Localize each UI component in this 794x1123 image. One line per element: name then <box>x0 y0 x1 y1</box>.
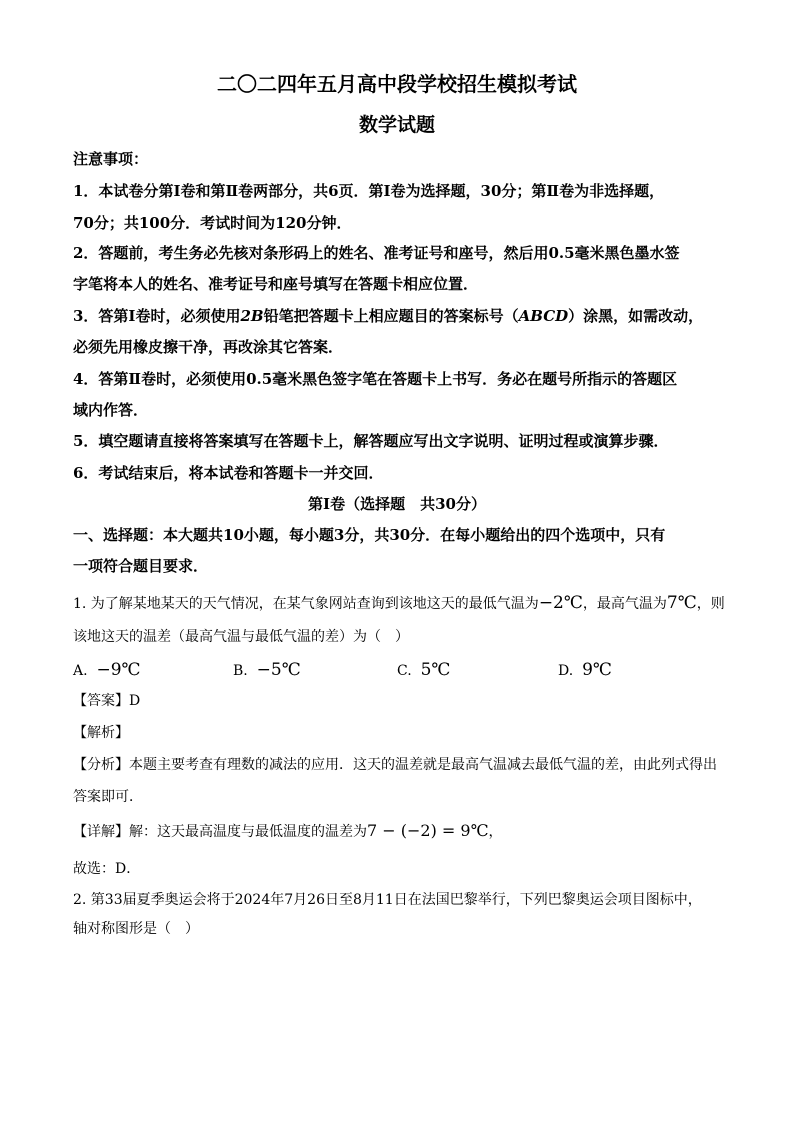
detail-formula: 7 − (−2) = 9℃ <box>367 821 489 840</box>
detail-tag: 【详解】 <box>73 824 129 840</box>
fenxi-tag: 【分析】 <box>73 757 129 773</box>
option-label: B. <box>233 663 248 679</box>
option-label: A. <box>73 663 88 679</box>
notice-item-2-line-2: 字笔将本人的姓名、准考证号和座号填写在答题卡相应位置． <box>73 275 479 293</box>
option-value: −9℃ <box>96 660 141 680</box>
q1-detail <box>73 823 502 839</box>
q1-choose: 故选：D． <box>73 861 141 877</box>
pencil-grade: 2B <box>240 307 264 325</box>
q1-answer <box>73 694 140 708</box>
answer-tag: 【答案】 <box>73 693 129 709</box>
q1-stem-part-a: 1. 为了解某地某天的天气情况，在某气象网站查询到该地这天的最低气温为 <box>73 596 539 612</box>
q1-option-b <box>233 662 301 679</box>
notice-item-1-line-2: 70分；共100分．考试时间为120分钟． <box>73 214 352 232</box>
section-heading: 第Ⅰ卷（选择题 共30分） <box>308 495 486 513</box>
option-value: 5℃ <box>420 660 451 680</box>
q1-stem-line-2: 该地这天的温差（最高气温与最低气温的差）为（ ） <box>73 629 409 645</box>
section-intro-line-1: 一、选择题：本大题共10小题，每小题3分，共30分．在每小题给出的四个选项中，只有 <box>73 526 666 544</box>
option-label: D. <box>558 663 574 679</box>
exam-title: 二〇二四年五月高中段学校招生模拟考试 <box>217 72 577 96</box>
notice-item-3-part-e: ）涂黑，如需改动， <box>568 307 704 325</box>
exam-subtitle: 数学试题 <box>358 114 435 136</box>
notice-item-4-line-2: 域内作答． <box>73 401 149 419</box>
q1-stem-part-c: ，则 <box>696 596 725 612</box>
q1-stem-line-1 <box>73 595 725 612</box>
q1-analysis-tag: 【解析】 <box>73 725 129 741</box>
notice-item-1-line-1: 1．本试卷分第Ⅰ卷和第Ⅱ卷两部分，共6页．第Ⅰ卷为选择题，30分；第Ⅱ卷为非选择题， <box>73 182 665 200</box>
q1-stem-part-b: ，最高气温为 <box>582 596 667 612</box>
answer-value: D <box>129 693 141 709</box>
q1-fenxi-line-1 <box>73 758 717 772</box>
section-intro-line-2: 一项符合题目要求． <box>73 557 209 575</box>
option-value: −5℃ <box>256 660 301 680</box>
q1-high-temp: 7℃ <box>666 593 697 613</box>
q1-option-a <box>73 662 141 679</box>
q1-fenxi-line-2: 答案即可． <box>73 789 143 805</box>
fenxi-text: 本题主要考查有理数的减法的应用．这天的温差就是最高气温减去最低气温的差，由此列式得出 <box>129 757 717 773</box>
notice-item-6: 6．考试结束后，将本试卷和答题卡一并交回． <box>73 464 384 482</box>
detail-end: ， <box>488 824 503 840</box>
q1-option-c <box>397 662 450 679</box>
notice-heading: 注意事项： <box>73 150 149 168</box>
answer-labels: ABCD <box>518 307 569 325</box>
notice-item-5: 5．填空题请直接将答案填写在答题卡上，解答题应写出文字说明、证明过程或演算步骤． <box>73 432 669 450</box>
option-value: 9℃ <box>582 660 612 680</box>
notice-item-3-part-c: 铅笔把答题卡上相应题目的答案标号（ <box>263 307 519 325</box>
detail-text: 解：这天最高温度与最低温度的温差为 <box>129 824 367 840</box>
notice-item-2-line-1: 2．答题前，考生务必先核对条形码上的姓名、准考证号和座号，然后用0.5毫米黑色墨水签 <box>73 244 680 262</box>
q1-low-temp: −2℃ <box>538 593 583 613</box>
notice-item-3-part-a: 3．答第Ⅰ卷时，必须使用 <box>73 307 241 325</box>
q1-option-d <box>558 662 612 679</box>
notice-item-3-line-2: 必须先用橡皮擦干净，再改涂其它答案． <box>73 338 344 356</box>
q2-stem-line-1: 2. 第33届夏季奥运会将于2024年7月26日至8月11日在法国巴黎举行，下列巴黎奥运会项目图标中， <box>73 892 702 908</box>
notice-item-4-line-1: 4．答第Ⅱ卷时，必须使用0.5毫米黑色签字笔在答题卡上书写．务必在题号所指示的答题区 <box>73 370 678 388</box>
notice-item-3-line-1 <box>73 309 703 324</box>
option-label: C. <box>397 663 412 679</box>
q2-stem-line-2: 轴对称图形是（ ） <box>73 921 199 937</box>
